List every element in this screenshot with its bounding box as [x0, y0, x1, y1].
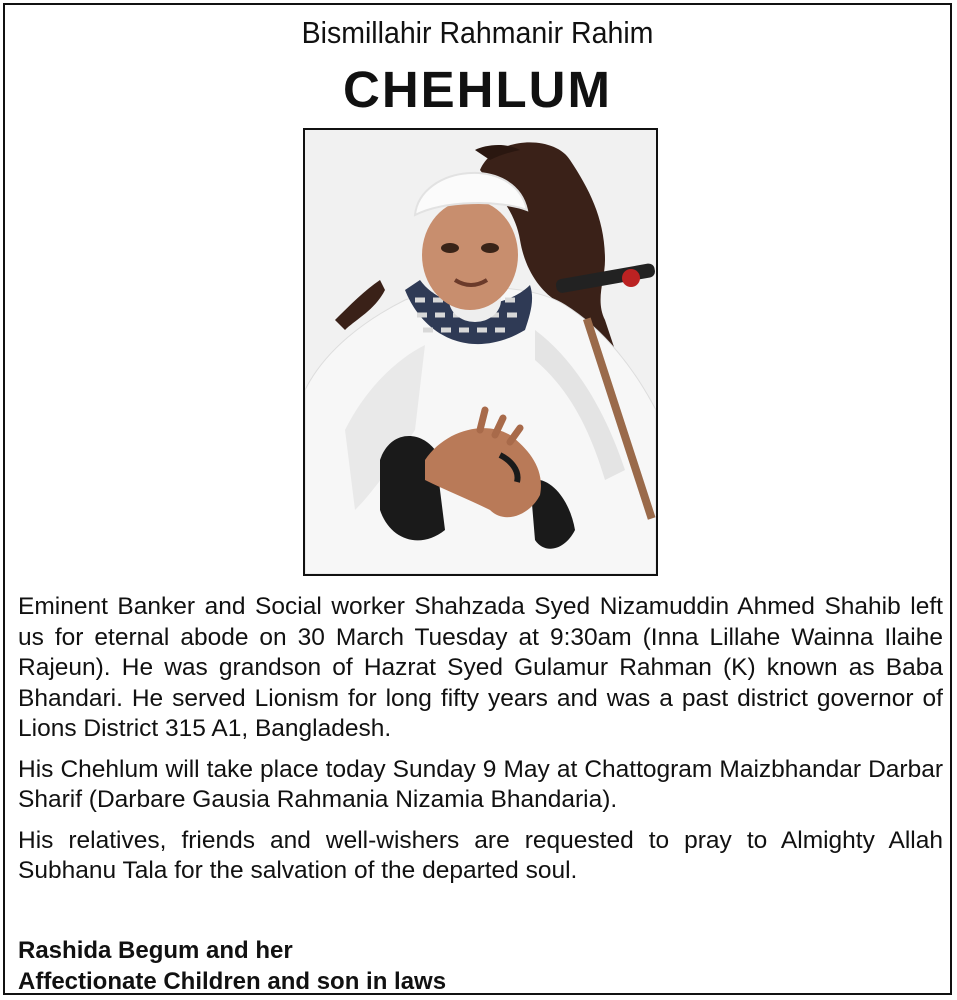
invocation-line: Bismillahir Rahmanir Rahim: [301, 15, 654, 50]
paragraph-chehlum-details: His Chehlum will take place today Sunday 9 May at Chattogram Maizbhandar Darbar Sharif (Darbare Gausia Rahmania Nizamia Bhandaria).: [18, 755, 943, 813]
obituary-notice: [3, 3, 952, 995]
paragraph-announcement: Eminent Banker and Social worker Shahzada Syed Nizamuddin Ahmed Shahib left us for eternal abode on 30 March Tuesday at 9:30am (Inna Lillahe Wainna Ilaihe Rajeun). He was grandson of Hazrat Syed Gulamur Rahman (K) known as Baba Bhandari. He served Lionism for long fifty years and was a past district governor of Lions District 315 A1, Bangladesh.: [18, 593, 943, 742]
signature-block: [18, 935, 446, 997]
notice-title: CHEHLUM: [343, 61, 612, 118]
notice-body: [18, 592, 943, 897]
signature-line-1: Rashida Begum and her: [18, 937, 293, 964]
paragraph-prayer-request: His relatives, friends and well-wishers are requested to pray to Almighty Allah Subhanu Tala for the salvation of the departed soul.: [18, 826, 943, 884]
signature-line-2: Affectionate Children and son in laws: [18, 968, 447, 995]
portrait-photo: [303, 128, 658, 576]
